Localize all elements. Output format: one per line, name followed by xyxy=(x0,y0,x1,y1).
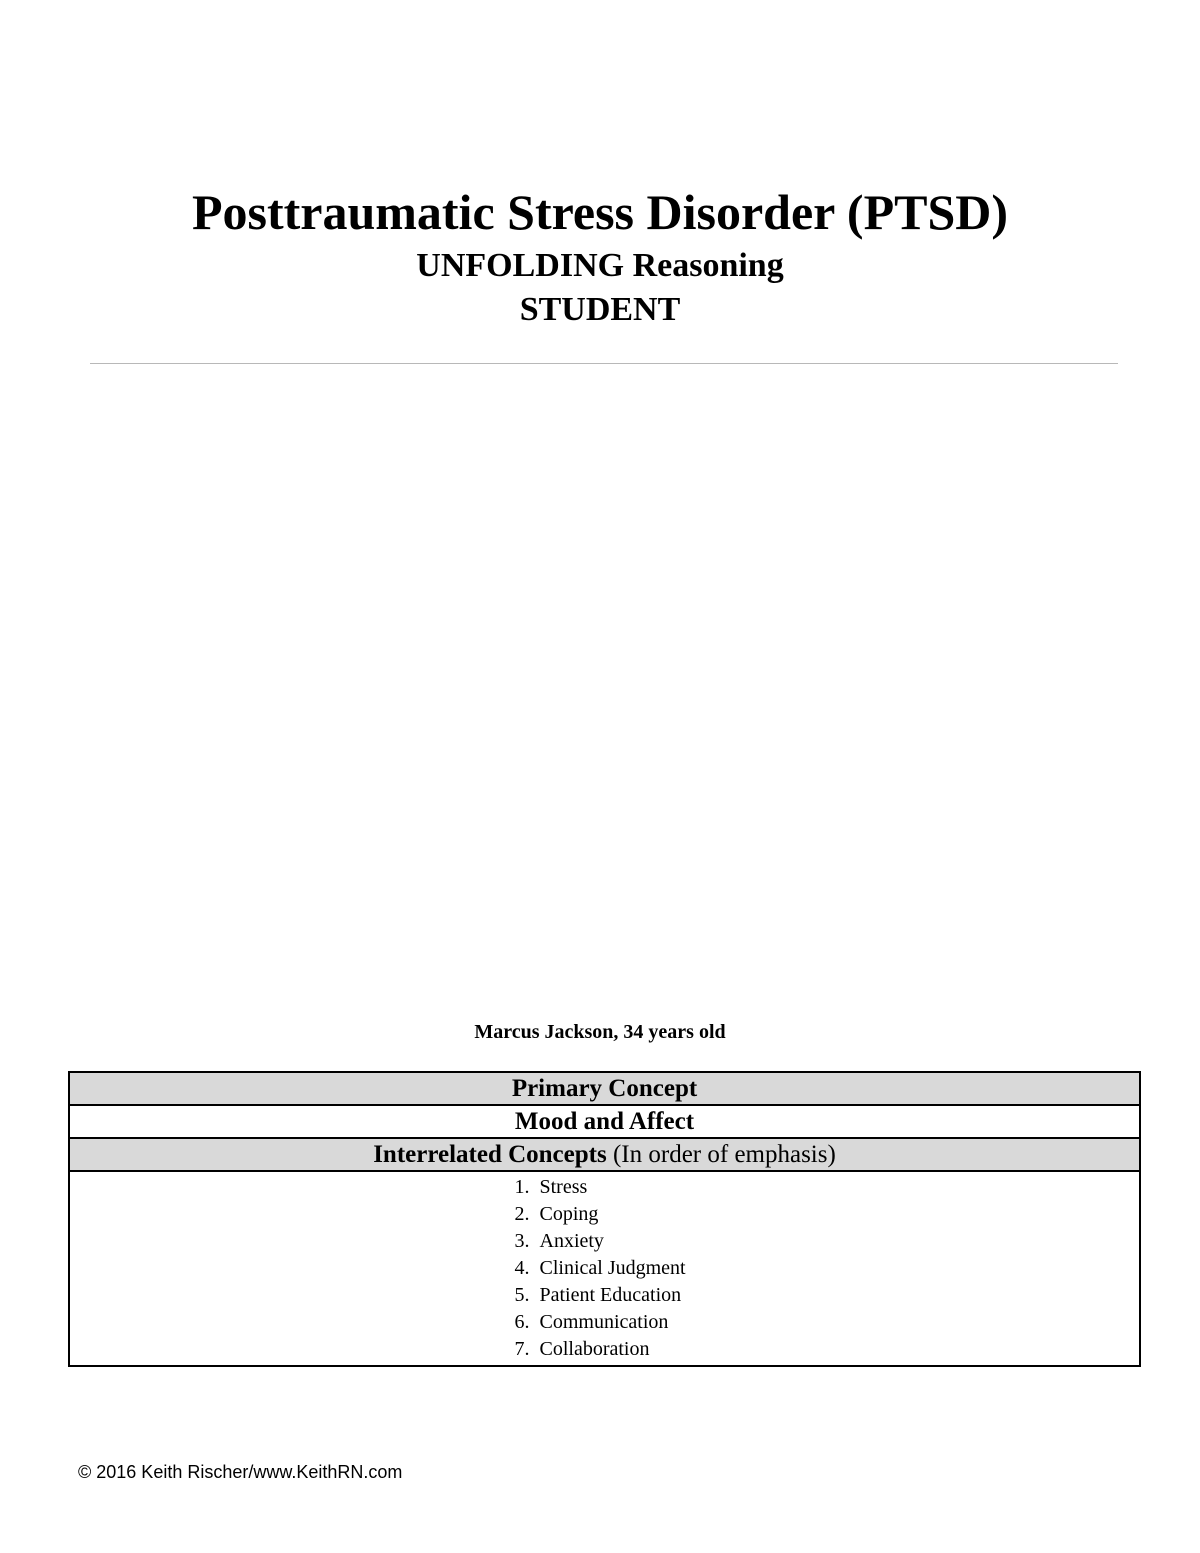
list-item-number: 2. xyxy=(514,1203,530,1225)
list-item-number: 5. xyxy=(514,1284,530,1306)
list-item-label: Clinical Judgment xyxy=(539,1257,686,1279)
document-title: Posttraumatic Stress Disorder (PTSD) xyxy=(191,184,1009,240)
interrelated-concepts-list-row xyxy=(69,1171,1140,1366)
list-item-label: Collaboration xyxy=(539,1338,650,1360)
primary-concept-value-row xyxy=(69,1105,1140,1138)
list-item xyxy=(500,1309,710,1336)
list-item-label: Stress xyxy=(539,1176,588,1198)
copyright-footer: © 2016 Keith Rischer/www.KeithRN.com xyxy=(78,1462,403,1482)
list-item-number: 3. xyxy=(514,1230,530,1252)
list-item xyxy=(500,1255,710,1282)
list-item-label: Patient Education xyxy=(539,1284,682,1306)
list-item xyxy=(500,1201,710,1228)
document-header xyxy=(0,180,1200,332)
list-item-number: 7. xyxy=(514,1338,530,1360)
audience-label: STUDENT xyxy=(519,291,681,328)
interrelated-concepts-heading-cell xyxy=(69,1138,1140,1171)
list-item xyxy=(500,1282,710,1309)
document-subtitle: UNFOLDING Reasoning xyxy=(416,247,784,284)
patient-label: Marcus Jackson, 34 years old xyxy=(474,1021,726,1043)
interrelated-concepts-heading-row xyxy=(69,1138,1140,1171)
interrelated-concepts-note: (In order of emphasis) xyxy=(606,1141,836,1168)
interrelated-concepts-list-cell xyxy=(69,1171,1140,1366)
list-item xyxy=(500,1174,710,1201)
primary-concept-heading-row xyxy=(69,1072,1140,1105)
primary-concept-value: Mood and Affect xyxy=(69,1105,1140,1138)
interrelated-concepts-list xyxy=(500,1174,710,1363)
list-item-label: Coping xyxy=(539,1203,599,1225)
primary-concept-heading: Primary Concept xyxy=(69,1072,1140,1105)
list-item-number: 1. xyxy=(514,1176,530,1198)
interrelated-concepts-heading: Interrelated Concepts xyxy=(373,1141,607,1168)
list-item-label: Communication xyxy=(539,1311,669,1333)
list-item xyxy=(500,1228,710,1255)
list-item-number: 4. xyxy=(514,1257,530,1279)
concepts-table xyxy=(68,1071,1141,1367)
list-item-number: 6. xyxy=(514,1311,530,1333)
header-divider xyxy=(90,363,1118,364)
list-item xyxy=(500,1336,710,1363)
list-item-label: Anxiety xyxy=(539,1230,604,1252)
